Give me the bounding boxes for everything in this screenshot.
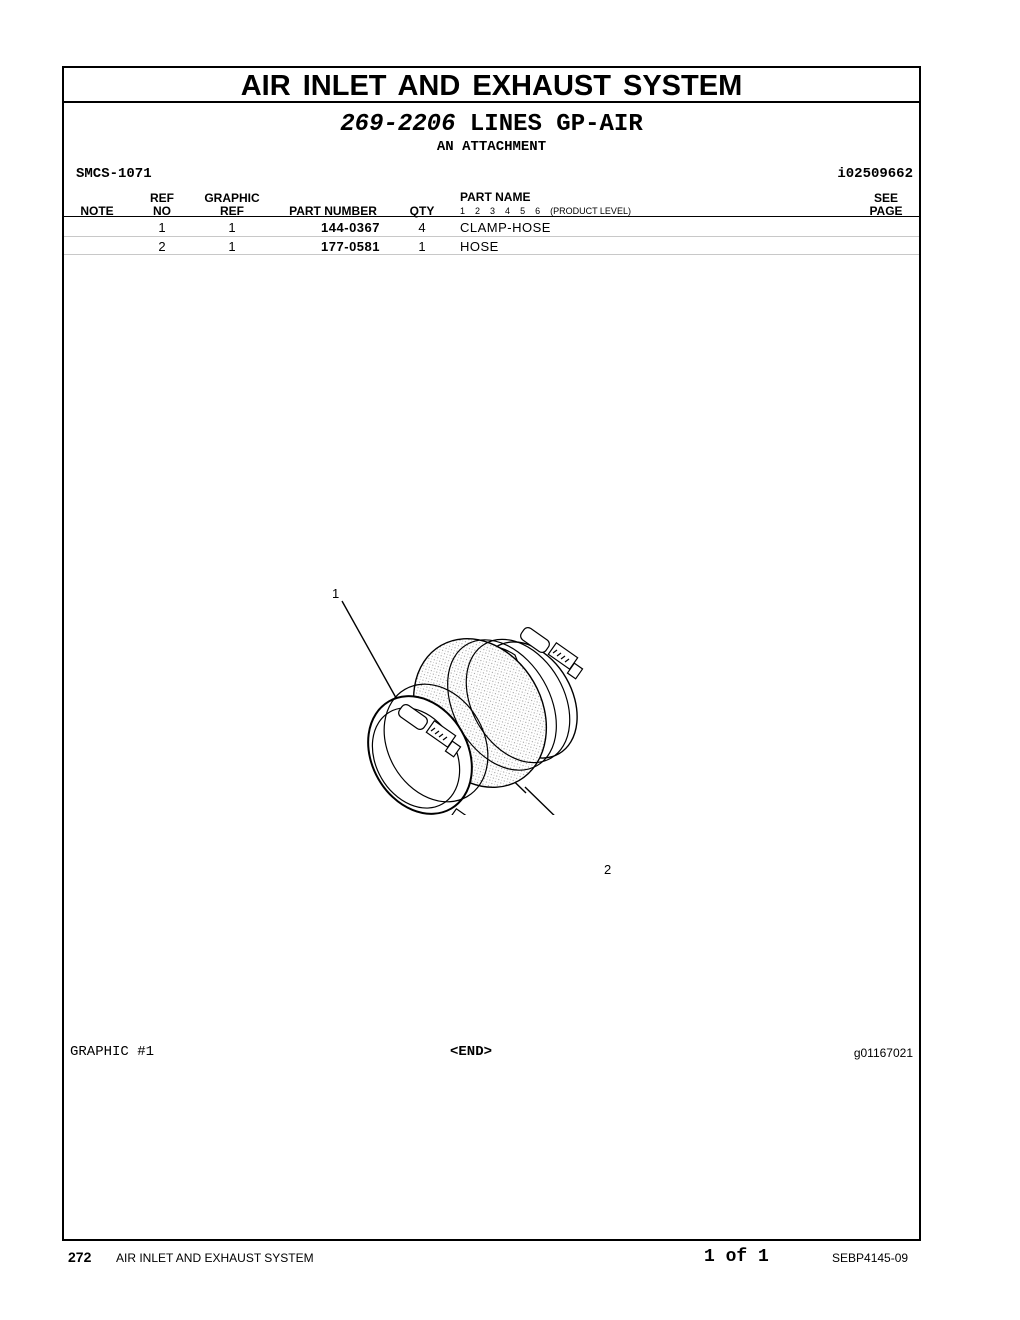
row-ref-no: 2 xyxy=(158,239,166,254)
footer-section: AIR INLET AND EXHAUST SYSTEM xyxy=(116,1251,314,1265)
section-title: AIR INLET AND EXHAUST SYSTEM xyxy=(64,68,919,103)
footer-doc-number: SEBP4145-09 xyxy=(832,1251,909,1265)
col-graphic-header-top: GRAPHIC xyxy=(204,191,260,205)
col-ref-header-top: REF xyxy=(150,191,174,205)
level-1: 1 xyxy=(460,206,466,216)
product-level-label: (PRODUCT LEVEL) xyxy=(550,206,631,216)
group-subtitle: AN ATTACHMENT xyxy=(436,139,547,155)
group-number: 269-2206 xyxy=(340,111,456,138)
col-note-header: NOTE xyxy=(80,204,114,218)
row-ref-no: 1 xyxy=(158,220,166,235)
col-see-header-top: SEE xyxy=(873,191,898,205)
row-divider xyxy=(64,254,919,255)
row-divider xyxy=(64,236,919,237)
level-5: 5 xyxy=(520,206,526,216)
info-id: i02509662 xyxy=(837,166,913,182)
group-name: LINES GP-AIR xyxy=(469,111,643,138)
graphic-id: g01167021 xyxy=(853,1046,913,1060)
row-part-name: CLAMP-HOSE xyxy=(460,220,551,235)
col-ref-header-bottom: NO xyxy=(153,204,171,218)
callout-1: 1 xyxy=(332,586,340,601)
footer-page-number: 272 xyxy=(68,1249,92,1265)
level-3: 3 xyxy=(490,206,496,216)
callout-2: 2 xyxy=(604,862,612,877)
product-levels xyxy=(460,206,641,216)
col-see-header-bottom: PAGE xyxy=(869,204,903,218)
row-qty: 4 xyxy=(418,220,426,235)
row-graphic-ref: 1 xyxy=(228,239,236,254)
row-graphic-ref: 1 xyxy=(228,220,236,235)
col-graphic-header-bottom: REF xyxy=(220,204,244,218)
col-part-number-header: PART NUMBER xyxy=(289,204,377,218)
row-part-number[interactable]: 144-0367 xyxy=(321,220,380,235)
row-part-name: HOSE xyxy=(460,239,499,254)
graphic-label: GRAPHIC #1 xyxy=(70,1044,155,1060)
level-2: 2 xyxy=(475,206,481,216)
header-divider xyxy=(64,216,919,217)
footer-page-of: 1 of 1 xyxy=(704,1247,769,1267)
hose-clamp-illustration xyxy=(270,515,590,815)
col-qty-header: QTY xyxy=(409,204,435,218)
row-qty: 1 xyxy=(418,239,426,254)
smcs-code: SMCS-1071 xyxy=(76,166,152,182)
level-4: 4 xyxy=(505,206,511,216)
end-marker: <END> xyxy=(450,1044,493,1060)
level-6: 6 xyxy=(535,206,541,216)
row-part-number[interactable]: 177-0581 xyxy=(321,239,380,254)
group-heading xyxy=(64,112,919,138)
col-part-name-header: PART NAME xyxy=(460,190,531,204)
